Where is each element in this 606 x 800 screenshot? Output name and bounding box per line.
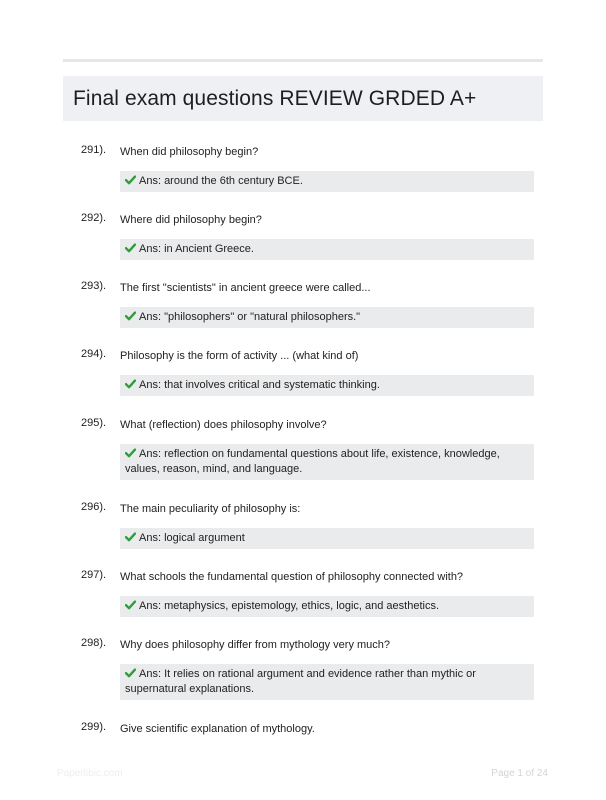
answer-box <box>120 171 534 192</box>
question-text: Philosophy is the form of activity ... (what kind of) <box>120 350 359 362</box>
answer-box <box>120 664 534 700</box>
question-number: 297). <box>81 569 107 581</box>
checkmark-icon <box>125 175 136 185</box>
question-number: 298). <box>81 637 107 649</box>
question-item <box>0 417 606 435</box>
checkmark-icon <box>125 379 136 389</box>
question-item <box>0 144 606 162</box>
question-number: 293). <box>81 280 107 292</box>
answer-text: Ans: in Ancient Greece. <box>139 243 254 255</box>
answer-text: Ans: metaphysics, epistemology, ethics, logic, and aesthetics. <box>139 600 439 612</box>
title-banner <box>63 76 543 121</box>
question-text: Give scientific explanation of mythology. <box>120 723 315 735</box>
answer-text: Ans: logical argument <box>139 532 245 544</box>
checkmark-icon <box>125 532 136 542</box>
checkmark-icon <box>125 600 136 610</box>
document-title: Final exam questions REVIEW GRDED A+ <box>73 86 477 110</box>
answer-box <box>120 596 534 617</box>
checkmark-icon <box>125 243 136 253</box>
answer-box <box>120 239 534 260</box>
answer-text: Ans: "philosophers" or "natural philosophers." <box>139 311 361 323</box>
question-text: What schools the fundamental question of philosophy connected with? <box>120 571 464 583</box>
page-indicator: Page 1 of 24 <box>491 768 548 779</box>
question-number: 294). <box>81 348 107 360</box>
question-text: Where did philosophy begin? <box>120 214 262 226</box>
answer-text: Ans: It relies on rational argument and evidence rather than mythic or supernatural explanations. <box>125 668 476 695</box>
footer-watermark: Paperlibic.com <box>57 768 123 779</box>
answer-box <box>120 375 534 396</box>
question-item <box>0 569 606 587</box>
answer-box <box>120 307 534 328</box>
question-item <box>0 637 606 655</box>
question-number: 291). <box>81 144 107 156</box>
question-item <box>0 501 606 519</box>
question-item <box>0 212 606 230</box>
question-item <box>0 348 606 366</box>
answer-text: Ans: reflection on fundamental questions about life, existence, knowledge, values, reason, mind, and language. <box>125 448 500 475</box>
question-number: 292). <box>81 212 107 224</box>
answer-text: Ans: that involves critical and systematic thinking. <box>139 379 380 391</box>
question-number: 296). <box>81 501 107 513</box>
top-divider <box>63 59 543 62</box>
question-number: 299). <box>81 721 107 733</box>
answer-text: Ans: around the 6th century BCE. <box>139 175 303 187</box>
answer-box <box>120 444 534 480</box>
question-text: What (reflection) does philosophy involve? <box>120 419 327 431</box>
question-text: The first "scientists" in ancient greece were called... <box>120 282 371 294</box>
question-text: When did philosophy begin? <box>120 146 259 158</box>
answer-box <box>120 528 534 549</box>
question-text: The main peculiarity of philosophy is: <box>120 503 301 515</box>
question-item <box>0 280 606 298</box>
question-text: Why does philosophy differ from mythology very much? <box>120 639 391 651</box>
question-number: 295). <box>81 417 107 429</box>
checkmark-icon <box>125 311 136 321</box>
checkmark-icon <box>125 448 136 458</box>
checkmark-icon <box>125 668 136 678</box>
question-item <box>0 721 606 739</box>
